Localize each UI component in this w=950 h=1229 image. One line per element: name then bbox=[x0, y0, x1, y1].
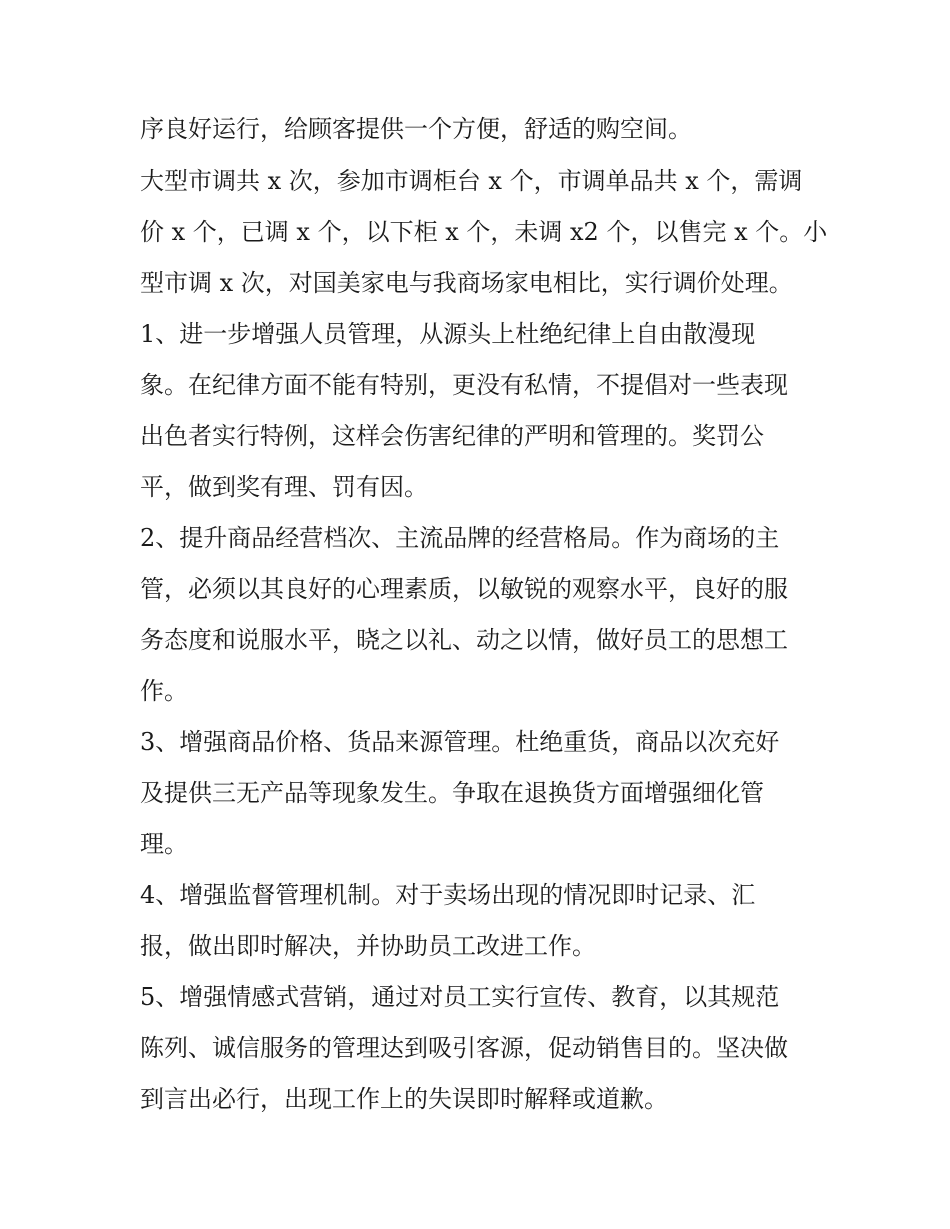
text-line: 管，必须以其良好的心理素质，以敏锐的观察水平，良好的服 bbox=[140, 575, 788, 603]
text-line: 陈列、诚信服务的管理达到吸引客源，促动销售目的。坚决做 bbox=[140, 1034, 788, 1062]
text-line: 到言出必行，出现工作上的失误即时解释或道歉。 bbox=[140, 1085, 668, 1113]
text-line: 平，做到奖有理、罚有因。 bbox=[140, 473, 428, 501]
text-line: 大型市调共 x 次，参加市调柜台 x 个，市调单品共 x 个，需调 bbox=[140, 167, 803, 195]
text-line: 5、增强情感式营销，通过对员工实行宣传、教育，以其规范 bbox=[140, 983, 780, 1011]
text-line: 理。 bbox=[140, 830, 188, 858]
text-line: 报，做出即时解决，并协助员工改进工作。 bbox=[140, 932, 596, 960]
text-line: 型市调 x 次，对国美家电与我商场家电相比，实行调价处理。 bbox=[140, 269, 793, 297]
text-line: 作。 bbox=[140, 677, 188, 705]
text-line: 及提供三无产品等现象发生。争取在退换货方面增强细化管 bbox=[140, 779, 764, 807]
text-line: 价 x 个，已调 x 个，以下柜 x 个，未调 x2 个，以售完 x 个。小 bbox=[140, 218, 828, 246]
text-line: 1、进一步增强人员管理，从源头上杜绝纪律上自由散漫现 bbox=[140, 320, 756, 348]
text-line: 出色者实行特例，这样会伤害纪律的严明和管理的。奖罚公 bbox=[140, 422, 764, 450]
text-line: 2、提升商品经营档次、主流品牌的经营格局。作为商场的主 bbox=[140, 524, 780, 552]
text-line: 象。在纪律方面不能有特别，更没有私情，不提倡对一些表现 bbox=[140, 371, 788, 399]
text-line: 4、增强监督管理机制。对于卖场出现的情况即时记录、汇 bbox=[140, 881, 756, 909]
text-line: 务态度和说服水平，晓之以礼、动之以情，做好员工的思想工 bbox=[140, 626, 788, 654]
text-line: 序良好运行，给顾客提供一个方便，舒适的购空间。 bbox=[140, 115, 692, 143]
text-line: 3、增强商品价格、货品来源管理。杜绝重货，商品以次充好 bbox=[140, 728, 780, 756]
